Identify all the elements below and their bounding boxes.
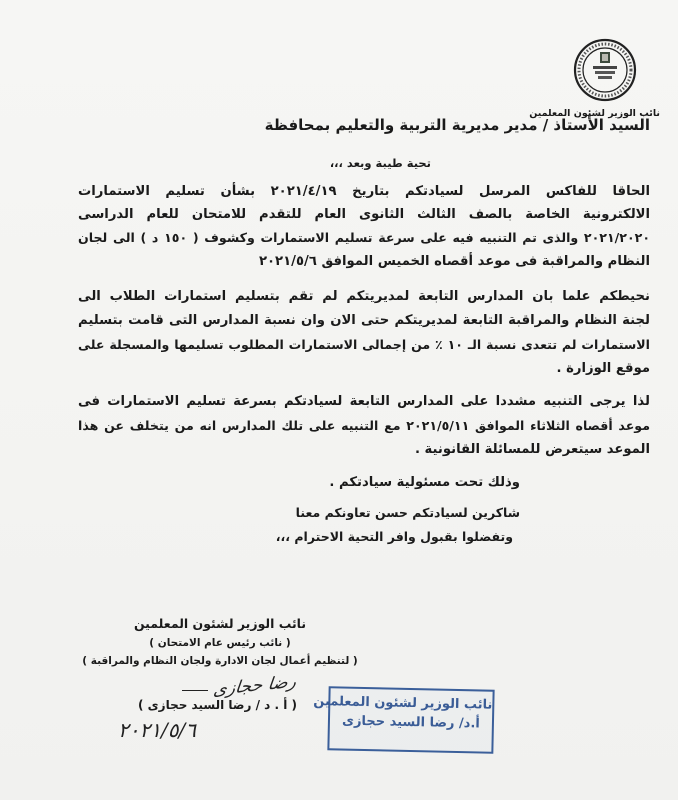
closing-thanks: شاكرين لسيادتكم حسن تعاونكم معنا <box>295 505 520 520</box>
paragraph-3-line-2: موعد أقصاه الثلاثاء الموافق ٢٠٢١/٥/١١ مع التنبيه على تلك المدارس انه من يتخلف عن هذا <box>78 418 650 433</box>
letterhead <box>529 38 660 119</box>
paragraph-3-line-3: الموعد سيتعرض للمسائلة القانونية . <box>414 442 650 457</box>
stamp-line-2: أ.د/ رضا السيد حجازى <box>341 713 480 732</box>
paragraph-1-line-4: النظام والمراقبة فى موعد أقصاه الخميس الموافق ٢٠٢١/٥/٦ <box>258 254 650 269</box>
signer-name: ( أ . د / رضا السيد حجازى ) <box>138 698 297 712</box>
paragraph-2-line-4: موقع الوزارة . <box>556 361 650 376</box>
greeting: تحية طيبة وبعد ،،، <box>329 156 431 170</box>
paragraph-3-line-1: لذا يرجى التنبيه مشددا على المدارس التابعة لسيادتكم بسرعة تسليم الاستمارات فى <box>78 394 650 409</box>
paragraph-1-line-2: الالكترونية الخاصة بالصف الثالث الثانوى العام للتقدم للامتحان للعام الدراسى <box>78 207 650 222</box>
handwritten-date: ٢٠٢١/٥/٦ <box>118 718 196 742</box>
signer-subtitle-1: ( نائب رئيس عام الامتحان ) <box>149 637 291 649</box>
ministry-seal-icon <box>573 38 637 102</box>
paragraph-2-line-2: لجنة النظام والمراقبة التابعة لمديريتكم حتى الان وان نسبة المدارس التى قامت بتسليم <box>78 313 650 328</box>
paragraph-1-line-3: ٢٠٢١/٢٠٢٠ والذى تم التنبيه فيه على سرعة تسليم الاستمارات وكشوف ( ١٥٠ د ) الى لجان <box>78 230 651 245</box>
stamp-line-1: نائب الوزير لشئون المعلمين <box>313 693 493 713</box>
signer-subtitle-2: ( لتنظيم أعمال لجان الادارة ولجان النظام والمراقبة ) <box>82 655 358 667</box>
signature-stroke <box>182 690 208 691</box>
handwritten-signature-text: رضا حجازى <box>212 671 298 701</box>
responsibility-line: وذلك تحت مسئولية سيادتكم . <box>329 475 520 490</box>
addressee: السيد الأستاذ / مدير مديرية التربية والتعليم بمحافظة <box>264 116 650 134</box>
letterhead-caption: نائب الوزير لشئون المعلمين <box>529 108 660 119</box>
paragraph-1-line-1: الحاقا للفاكس المرسل لسيادتكم بتاريخ ٢٠٢١/٤/١٩ بشأن تسليم الاستمارات <box>78 184 650 199</box>
paragraph-2-line-1: نحيطكم علما بان المدارس التابعة لمديريتكم لم تقم بتسليم استمارات الطلاب الى <box>78 289 650 304</box>
signer-title: نائب الوزير لشئون المعلمين <box>133 616 307 631</box>
paragraph-2-line-3: الاستمارات لم تتعدى نسبة الـ ١٠ ٪ من إجمالى الاستمارات المطلوب تسليمها والمسجلة على <box>78 337 650 352</box>
official-stamp <box>313 686 494 753</box>
signature-block <box>20 616 420 667</box>
closing-regards: وتفضلوا بقبول وافر التحية الاحترام ،،، <box>275 529 513 544</box>
